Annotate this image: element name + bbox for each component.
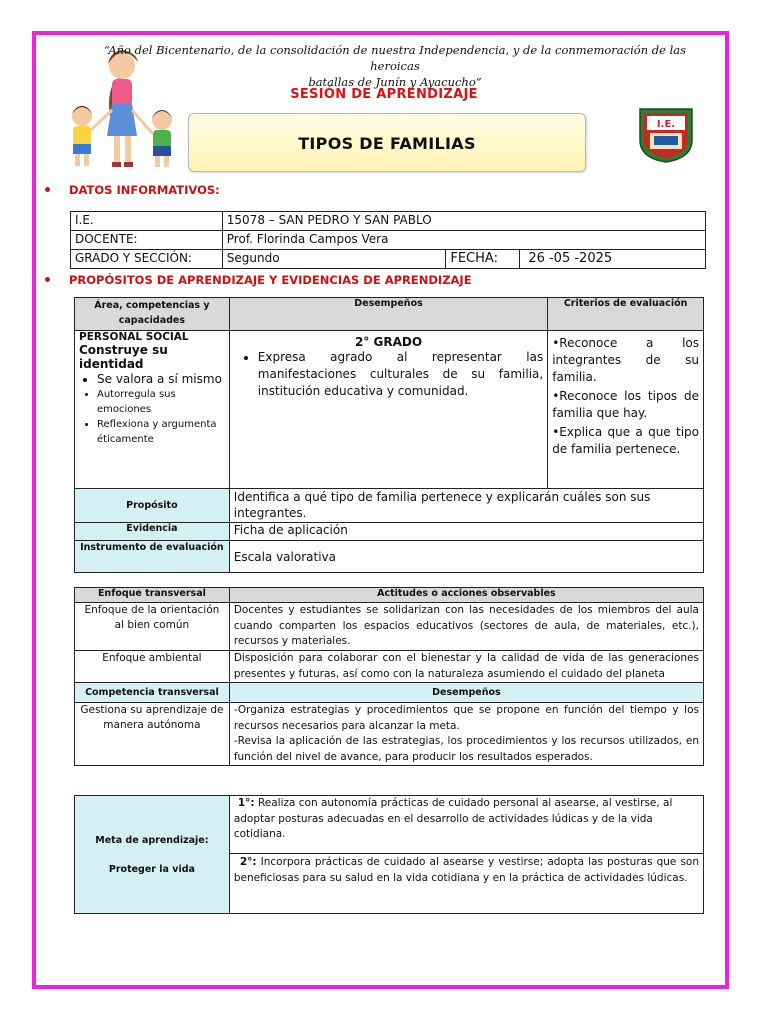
datos-heading-text: DATOS INFORMATIVOS: bbox=[69, 183, 220, 197]
fecha-label: FECHA: bbox=[446, 250, 520, 269]
enfoque-text: Disposición para colaborar con el bienestar y la calidad de vida de las generaciones presentes y futuras, así como con la naturaleza asumiendo el cuidado del planeta bbox=[229, 651, 703, 683]
criterio-2: •Reconoce los tipos de familia que hay. bbox=[552, 389, 699, 420]
fecha-value: 26 -05 -2025 bbox=[520, 250, 706, 269]
list-item: • Se valora a sí mismo bbox=[97, 371, 225, 387]
instrumento-label: Instrumento de evaluación bbox=[75, 541, 230, 573]
table-row bbox=[75, 796, 704, 854]
competencia-name: Construye su identidad bbox=[79, 343, 168, 371]
col-comp-desempenos: Desempeños bbox=[229, 683, 703, 703]
enfoque-name: Enfoque de la orientación al bien común bbox=[75, 603, 230, 651]
slogan bbox=[95, 42, 695, 90]
docente-label: DOCENTE: bbox=[71, 231, 223, 250]
table-row bbox=[75, 603, 704, 651]
table-row bbox=[71, 250, 706, 269]
competencia-line-2: -Revisa la aplicación de las estrategias, los procedimientos y los recursos utilizados, en función del nivel de avance, para producir los resultados esperados. bbox=[233, 735, 699, 763]
meta-item-1-text: Realiza con autonomía prácticas de cuidado personal al asearse, al vestirse, al adoptar posturas adecuadas en el desarrollo de actividades lúdicas y de la vida cotidiana. bbox=[233, 797, 673, 840]
area-cell bbox=[75, 331, 230, 489]
list-item: • Autorregula sus emociones bbox=[97, 387, 225, 417]
meta-item-1 bbox=[229, 796, 703, 854]
col-actitudes: Actitudes o acciones observables bbox=[229, 588, 703, 603]
meta-label: Meta de aprendizaje: bbox=[95, 834, 209, 846]
competencia-name: Gestiona su aprendizaje de manera autónoma bbox=[75, 703, 230, 766]
table-row bbox=[75, 651, 704, 683]
competencia-text bbox=[229, 703, 703, 766]
slogan-line-1: “Año del Bicentenario, de la consolidación de nuestra Independencia, y de la conmemoración de las heroicas bbox=[103, 43, 687, 73]
table-row bbox=[71, 231, 706, 250]
list-item: • Reflexiona y argumenta éticamente bbox=[97, 417, 225, 447]
school-logo bbox=[636, 106, 696, 164]
propositos-heading bbox=[45, 273, 472, 287]
proposito-value: Identifica a qué tipo de familia pertenece y explicarán cuáles son sus integrantes. bbox=[229, 489, 703, 523]
grado-value: Segundo bbox=[222, 250, 446, 269]
ie-value: 15078 – SAN PEDRO Y SAN PABLO bbox=[222, 212, 705, 231]
col-area: Área, competencias y capacidades bbox=[75, 298, 230, 331]
datos-heading bbox=[45, 183, 220, 197]
enfoque-text: Docentes y estudiantes se solidarizan con las necesidades de los miembros del aula cuando comparten los espacios educativos (sectores de aula, de materiales, etc.), recursos y materiales. bbox=[229, 603, 703, 651]
enfoques-table bbox=[74, 587, 704, 766]
criterios-cell bbox=[548, 331, 704, 489]
table-row bbox=[75, 331, 704, 489]
desempeno-cell bbox=[229, 331, 547, 489]
meta-item-2-text: Incorpora prácticas de cuidado al asearse y vestirse; adopta las posturas que son beneficiosas para su salud en la vida cotidiana y en la práctica de actividades lúdicas. bbox=[233, 856, 699, 884]
bullet-icon bbox=[45, 187, 50, 192]
criterio-1: •Reconoce a los integrantes de su familia. bbox=[552, 336, 699, 384]
table-row bbox=[75, 489, 704, 523]
list-item: • Expresa agrado al representar las manifestaciones culturales de su familia, institución educativa y comunidad. bbox=[258, 349, 543, 400]
table-header-row bbox=[75, 588, 704, 603]
logo-text: I.E. bbox=[656, 119, 676, 130]
meta-table bbox=[74, 795, 704, 914]
table-header-row bbox=[75, 683, 704, 703]
table-row bbox=[75, 541, 704, 573]
docente-value: Prof. Florinda Campos Vera bbox=[222, 231, 705, 250]
propositos-table bbox=[74, 297, 704, 573]
instrumento-value: Escala valorativa bbox=[229, 541, 703, 573]
meta-label-cell bbox=[75, 796, 230, 914]
col-criterios: Criterios de evaluación bbox=[548, 298, 704, 331]
capacidades-list bbox=[79, 371, 225, 447]
grado-title: 2° GRADO bbox=[354, 335, 423, 349]
session-title: SESIÓN DE APRENDIZAJE bbox=[290, 87, 478, 102]
criterio-3: •Explica que a que tipo de familia pertenece. bbox=[552, 425, 699, 456]
evidencia-value: Ficha de aplicación bbox=[229, 523, 703, 541]
ie-label: I.E. bbox=[71, 212, 223, 231]
competencia-line-1: -Organiza estrategias y procedimientos que se propone en función del tiempo y los recursos necesarios para alcanzar la meta. bbox=[233, 704, 699, 732]
meta-sublabel: Proteger la vida bbox=[108, 863, 195, 875]
datos-table bbox=[70, 211, 706, 269]
meta-item-2-num: 2°: bbox=[239, 856, 257, 868]
table-row bbox=[71, 212, 706, 231]
table-row bbox=[75, 523, 704, 541]
propositos-heading-text: PROPÓSITOS DE APRENDIZAJE Y EVIDENCIAS DE APRENDIZAJE bbox=[69, 273, 472, 287]
evidencia-label: Evidencia bbox=[75, 523, 230, 541]
col-competencia: Competencia transversal bbox=[75, 683, 230, 703]
table-header-row bbox=[75, 298, 704, 331]
proposito-label: Propósito bbox=[75, 489, 230, 523]
desempeno-list bbox=[234, 349, 543, 400]
enfoque-name: Enfoque ambiental bbox=[75, 651, 230, 683]
area-name: PERSONAL SOCIAL bbox=[79, 331, 189, 343]
main-title: TIPOS DE FAMILIAS bbox=[298, 134, 476, 153]
col-enfoque: Enfoque transversal bbox=[75, 588, 230, 603]
meta-item-1-num: 1°: bbox=[237, 797, 255, 809]
slogan-line-2: batallas de Junín y Ayacucho” bbox=[308, 75, 482, 89]
col-desempenos: Desempeños bbox=[229, 298, 547, 331]
bullet-icon bbox=[45, 277, 50, 282]
grado-label: GRADO Y SECCIÓN: bbox=[71, 250, 223, 269]
meta-item-2 bbox=[229, 854, 703, 914]
table-row bbox=[75, 703, 704, 766]
